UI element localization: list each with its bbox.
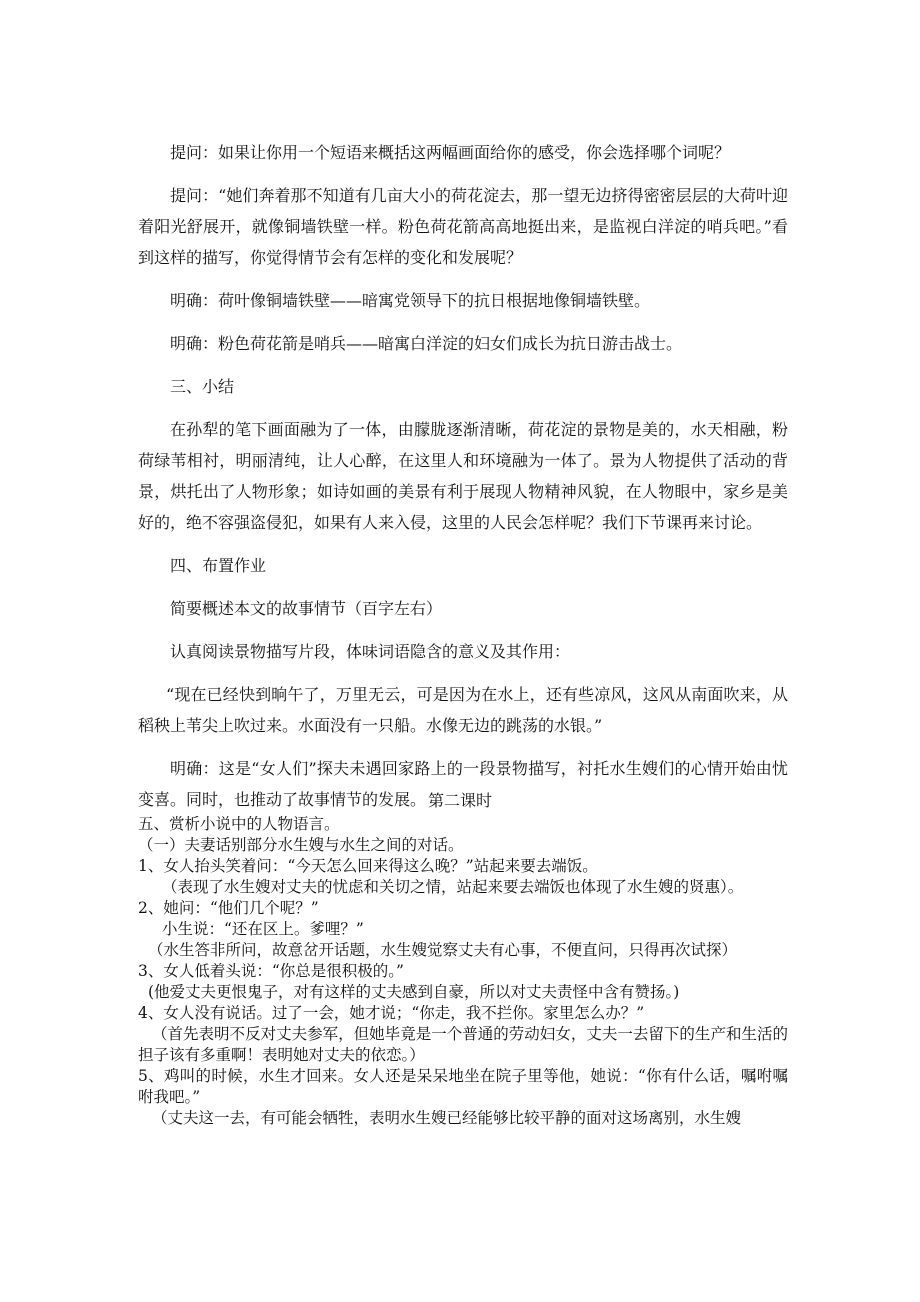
commentary: （丈夫这一去，有可能会牺牲，表明水生嫂已经能够比较平静的面对这场离别，水生嫂 — [152, 1109, 742, 1127]
dialogue-item: 4、女人没有说话。过了一会，她才说；“你走，我不拦你。家里怎么办？” — [138, 1004, 645, 1022]
quote-paragraph: “现在已经快到晌午了，万里无云，可是因为在水上，还有些凉风，这风从南面吹来，从稻秧上苇尖上吹过来。水面没有一只船。水像无边的跳荡的水银。” — [138, 685, 788, 735]
dialogue-reply: 小生说：“还在区上。爹哩？” — [162, 920, 364, 938]
subheading: （一）夫妻话别部分水生嫂与水生之间的对话。 — [138, 836, 464, 854]
dialogue-item: 3、女人低着头说：“你总是很积极的。” — [138, 962, 404, 980]
commentary: （表现了水生嫂对丈夫的忧虑和关切之情，站起来要去端饭也体现了水生嫂的贤惠）。 — [162, 878, 744, 896]
question-paragraph: 提问：如果让你用一个短语来概括这两幅画面给你的感受，你会选择哪个词呢？ — [170, 143, 731, 162]
commentary: （水生答非所问，故意岔开话题，水生嫂觉察丈夫有心事，不便直问，只得再次试探） — [148, 941, 738, 959]
answer-paragraph: 明确：这是“女人们”探夫未遇回家路上的一段景物描写，衬托水生嫂们的心情开始由忧变喜。同时，也推动了故事情节的发展。 — [138, 759, 788, 809]
dialogue-item: 2、她问：“他们几个呢？” — [138, 899, 319, 917]
homework-item: 简要概述本文的故事情节（百字左右） — [170, 599, 443, 618]
commentary: (他爱丈夫更恨鬼子，对有这样的丈夫感到自豪，所以对丈夫责怪中含有赞扬。) — [148, 983, 680, 1001]
dialogue-item: 5、鸡叫的时候，水生才回来。女人还是呆呆地坐在院子里等他，她说：“你有什么话，嘱咐嘱咐我吧。” — [138, 1067, 788, 1106]
section-heading-homework: 四、布置作业 — [170, 556, 267, 575]
section-heading-summary: 三、小结 — [170, 377, 235, 396]
lesson-two-title: 第二课时 — [427, 791, 492, 810]
answer-paragraph: 明确：荷叶像铜墙铁壁——暗寓党领导下的抗日根据地像铜墙铁壁。 — [170, 291, 651, 310]
lesson-one-section — [138, 137, 788, 827]
section-heading-dialogue: 五、赏析小说中的人物语言。 — [138, 815, 340, 833]
homework-item: 认真阅读景物描写片段，体味词语隐含的意义及其作用： — [170, 642, 571, 661]
question-paragraph: 提问：“她们奔着那不知道有几亩大小的荷花淀去，那一望无边挤得密密层层的大荷叶迎着阳光舒展开，就像铜墙铁壁一样。粉色荷花箭高高地挺出来，是监视白洋淀的哨兵吧。”看到这样的描写，你觉得情节会有怎样的变化和发展呢？ — [138, 186, 788, 267]
commentary: （首先表明不反对丈夫参军，但她毕竟是一个普通的劳动妇女，丈夫一去留下的生产和生活的担子该有多重啊！表明她对丈夫的依恋。） — [138, 1025, 788, 1064]
answer-paragraph: 明确：粉色荷花箭是哨兵——暗寓白洋淀的妇女们成长为抗日游击战士。 — [170, 334, 683, 353]
lesson-two-section — [138, 814, 788, 1129]
summary-paragraph: 在孙犁的笔下画面融为了一体，由朦胧逐渐清晰，荷花淀的景物是美的，水天相融，粉荷绿苇相衬，明丽清纯，让人心醉，在这里人和环境融为一体了。景为人物提供了活动的背景，烘托出了人物形象；如诗如画的美景有利于展现人物精神风貌，在人物眼中，家乡是美好的，绝不容强盗侵犯，如果有人来入侵，这里的人民会怎样呢？我们下节课再来讨论。 — [138, 420, 788, 532]
dialogue-item: 1、女人抬头笑着问：“今天怎么回来得这么晚？”站起来要去端饭。 — [138, 857, 598, 875]
